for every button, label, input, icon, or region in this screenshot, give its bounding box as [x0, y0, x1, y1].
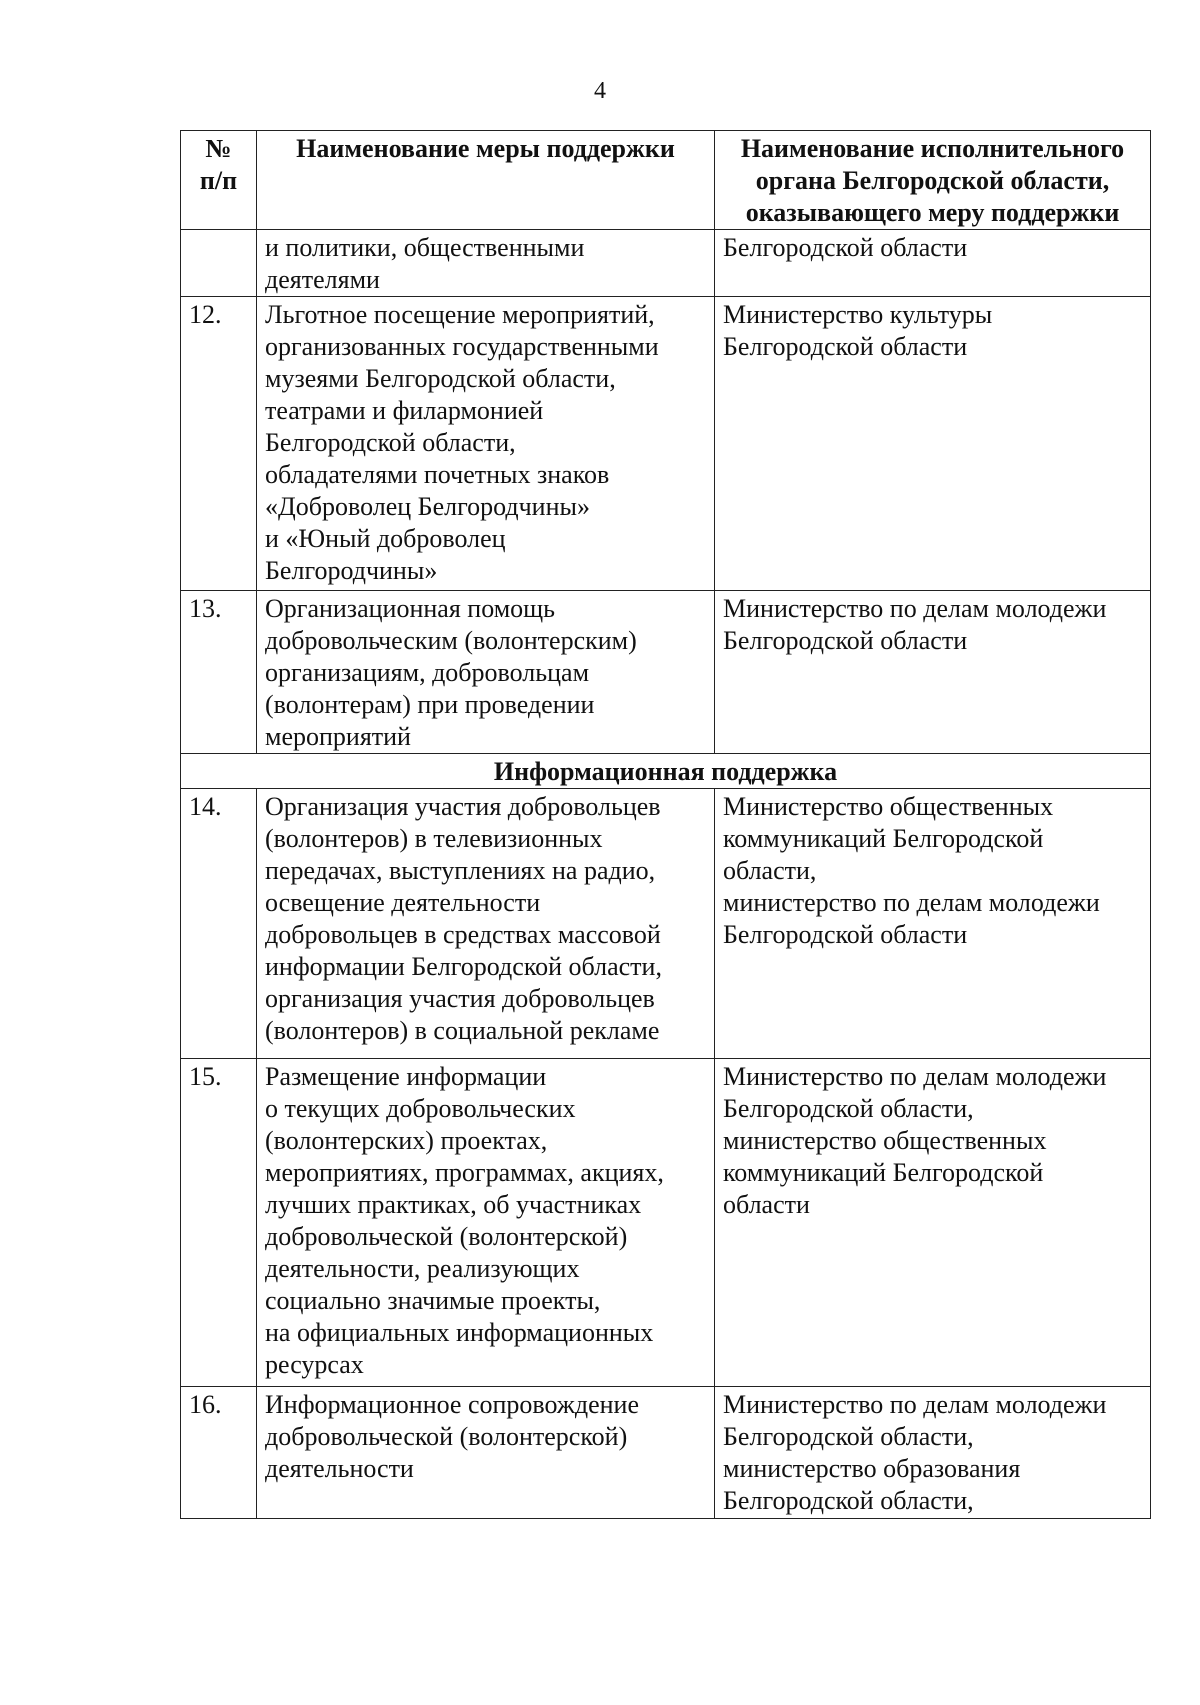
table-header-row — [181, 131, 1151, 230]
row-number: 15. — [181, 1059, 257, 1387]
table-row — [181, 1387, 1151, 1519]
header-organization: Наименование исполнительного органа Белгородской области, оказывающего меру поддержки — [715, 131, 1151, 230]
section-title: Информационная поддержка — [181, 754, 1151, 789]
row-number: 16. — [181, 1387, 257, 1519]
row-number: 12. — [181, 297, 257, 591]
table-row — [181, 1059, 1151, 1387]
measure-name: Информационное сопровождение добровольческой (волонтерской) деятельности — [257, 1387, 715, 1519]
support-measures-table — [180, 130, 1151, 1519]
section-row — [181, 754, 1151, 789]
organization-name: Министерство общественных коммуникаций Белгородской области, министерство по делам молодежи Белгородской области — [715, 789, 1151, 1059]
organization-name: Белгородской области — [715, 230, 1151, 297]
header-measure-name: Наименование меры поддержки — [257, 131, 715, 230]
row-number: 13. — [181, 591, 257, 754]
table-row — [181, 230, 1151, 297]
measure-name: Организация участия добровольцев (волонтеров) в телевизионных передачах, выступлениях на радио, освещение деятельности добровольцев в средствах массовой информации Белгородской области, организация участия добровольцев (волонтеров) в социальной рекламе — [257, 789, 715, 1059]
row-number — [181, 230, 257, 297]
table-row — [181, 789, 1151, 1059]
measure-name: и политики, общественными деятелями — [257, 230, 715, 297]
organization-name: Министерство культуры Белгородской области — [715, 297, 1151, 591]
page-number: 4 — [594, 78, 606, 104]
organization-name: Министерство по делам молодежи Белгородской области, министерство образования Белгородской области, — [715, 1387, 1151, 1519]
measure-name: Размещение информации о текущих добровольческих (волонтерских) проектах, мероприятиях, программах, акциях, лучших практиках, об участниках добровольческой (волонтерской) деятельности, реализующих социально значимые проекты, на официальных информационных ресурсах — [257, 1059, 715, 1387]
measure-name: Льготное посещение мероприятий, организованных государственными музеями Белгородской области, театрами и филармонией Белгородской области, обладателями почетных знаков «Доброволец Белгородчины» и «Юный доброволец Белгородчины» — [257, 297, 715, 591]
table-row — [181, 591, 1151, 754]
organization-name: Министерство по делам молодежи Белгородской области, министерство общественных коммуникаций Белгородской области — [715, 1059, 1151, 1387]
measure-name: Организационная помощь добровольческим (волонтерским) организациям, добровольцам (волонтерам) при проведении мероприятий — [257, 591, 715, 754]
organization-name: Министерство по делам молодежи Белгородской области — [715, 591, 1151, 754]
header-number: № п/п — [181, 131, 257, 230]
table-row — [181, 297, 1151, 591]
row-number: 14. — [181, 789, 257, 1059]
